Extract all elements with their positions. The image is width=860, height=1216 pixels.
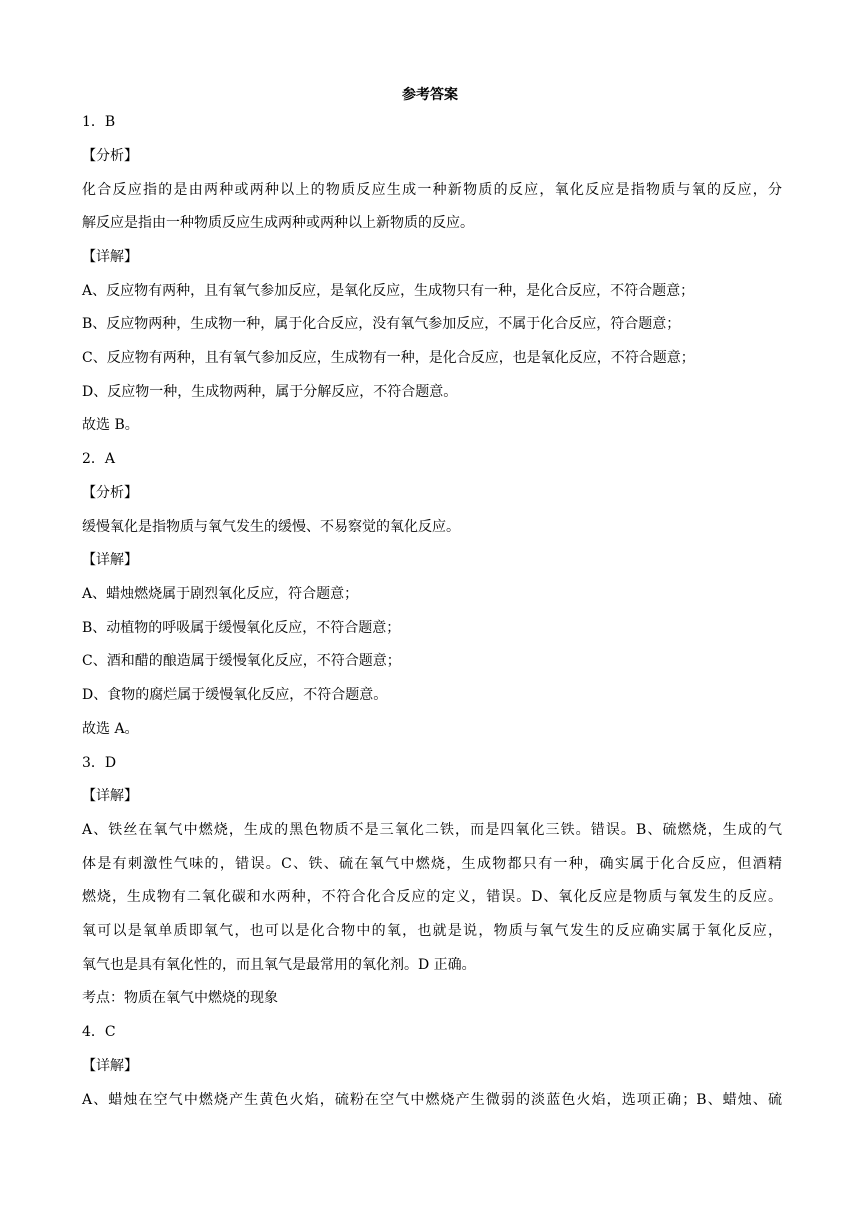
option-line: B、反应物两种，生成物一种，属于化合反应，没有氧气参加反应，不属于化合反应，符合题意； bbox=[82, 316, 681, 332]
paragraph-line: A、蜡烛在空气中燃烧产生黄色火焰，硫粉在空气中燃烧产生微弱的淡蓝色火焰，选项正确；B、蜡烛、硫 bbox=[82, 1092, 782, 1108]
question-number: 1．B bbox=[82, 114, 116, 130]
paragraph-line: 燃烧，生成物有二氧化碳和水两种，不符合化合反应的定义，错误。D、氧化反应是物质与氧发生的反应。 bbox=[82, 889, 782, 905]
question-number: 4．C bbox=[82, 1024, 116, 1040]
answer-line: 故选 A。 bbox=[82, 721, 139, 737]
question-number: 3．D bbox=[82, 755, 117, 771]
option-line: B、动植物的呼吸属于缓慢氧化反应，不符合题意； bbox=[82, 620, 401, 636]
topic-line: 考点：物质在氧气中燃烧的现象 bbox=[82, 990, 278, 1006]
option-line: A、蜡烛燃烧属于剧烈氧化反应，符合题意； bbox=[82, 586, 359, 602]
paragraph-line: 解反应是指由一种物质反应生成两种或两种以上新物质的反应。 bbox=[82, 215, 474, 231]
question-number: 2．A bbox=[82, 451, 116, 467]
section-heading: 【详解】 bbox=[82, 1058, 138, 1074]
section-heading: 【详解】 bbox=[82, 249, 138, 265]
paragraph-line: 氧可以是氧单质即氧气，也可以是化合物中的氧，也就是说，物质与氧气发生的反应确实属于氧化反应， bbox=[82, 923, 782, 939]
paragraph-line: 缓慢氧化是指物质与氧气发生的缓慢、不易察觉的氧化反应。 bbox=[82, 519, 460, 535]
section-heading: 【详解】 bbox=[82, 788, 138, 804]
paragraph-line: 氧气也是具有氧化性的，而且氧气是最常用的氧化剂。D 正确。 bbox=[82, 957, 476, 973]
option-line: C、反应物有两种，且有氧气参加反应，生成物有一种，是化合反应，也是氧化反应，不符合题意； bbox=[82, 350, 695, 366]
section-heading: 【分析】 bbox=[82, 148, 138, 164]
option-line: A、反应物有两种，且有氧气参加反应，是氧化反应，生成物只有一种，是化合反应，不符合题意； bbox=[82, 283, 695, 299]
answer-line: 故选 B。 bbox=[82, 417, 139, 433]
section-heading: 【分析】 bbox=[82, 485, 138, 501]
paragraph-line: A、铁丝在氧气中燃烧，生成的黑色物质不是三氧化二铁，而是四氧化三铁。错误。B、硫燃烧，生成的气 bbox=[82, 822, 782, 838]
page-title: 参考答案 bbox=[402, 87, 458, 103]
paragraph-line: 化合反应指的是由两种或两种以上的物质反应生成一种新物质的反应，氧化反应是指物质与氧的反应，分 bbox=[82, 182, 782, 198]
option-line: C、酒和醋的酿造属于缓慢氧化反应，不符合题意； bbox=[82, 653, 401, 669]
paragraph-line: 体是有刺激性气味的，错误。C、铁、硫在氧气中燃烧，生成物都只有一种，确实属于化合反应，但酒精 bbox=[82, 856, 782, 872]
option-line: D、食物的腐烂属于缓慢氧化反应，不符合题意。 bbox=[82, 687, 388, 703]
option-line: D、反应物一种，生成物两种，属于分解反应，不符合题意。 bbox=[82, 384, 458, 400]
section-heading: 【详解】 bbox=[82, 552, 138, 568]
